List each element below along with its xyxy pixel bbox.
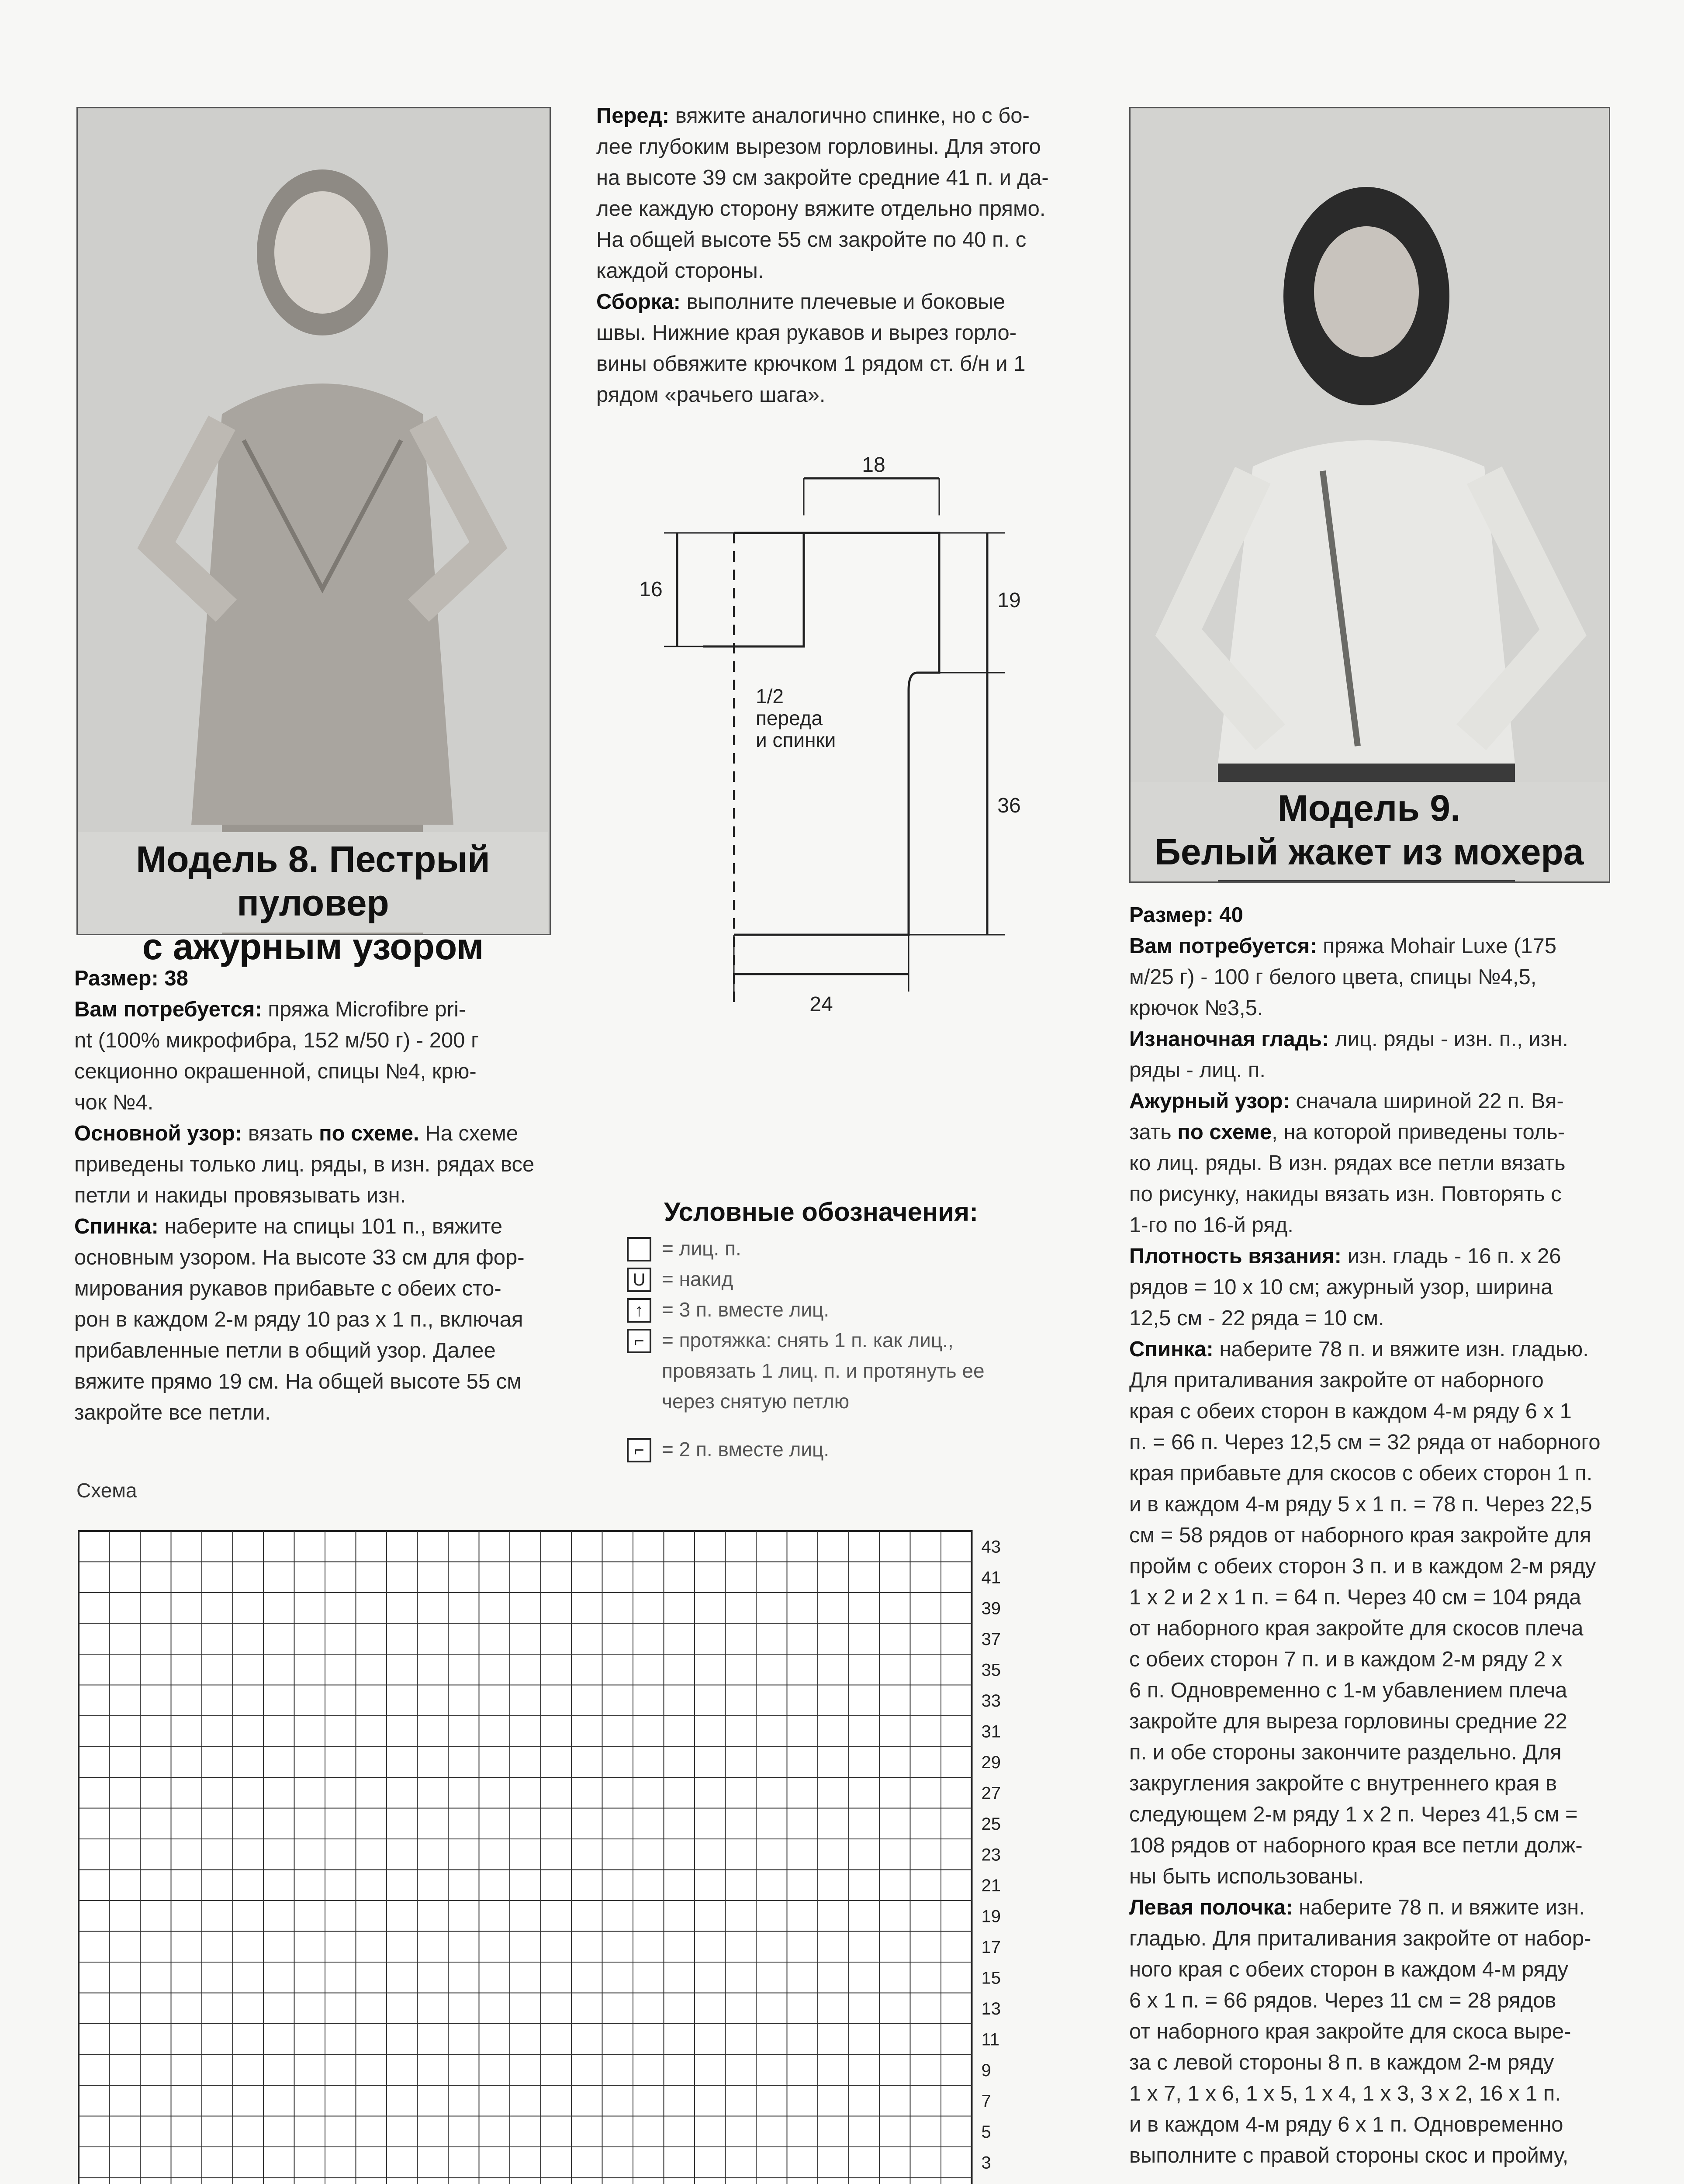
lace-label: Ажурный узор: (1129, 1089, 1290, 1113)
row-label: 17 (981, 1937, 1001, 1957)
dim-bottom-label: 24 (809, 993, 833, 1016)
two-together-icon: ⌐ (627, 1438, 651, 1462)
model8-size-label: Размер: (74, 967, 159, 990)
model9-back-line: см = 58 рядов от наборного края закройте для (1129, 1524, 1591, 1547)
model8-caption (78, 832, 548, 967)
model9-back-label: Спинка: (1129, 1337, 1214, 1361)
model8-back-first: наберите на спицы 101 п., вяжите (158, 1215, 503, 1238)
row-label: 9 (981, 2060, 991, 2080)
model9-back-line: края прибавьте для скосов с обеих сторон 1 п. (1129, 1462, 1593, 1485)
garment-schematic (629, 454, 1022, 1031)
model9-back-line: 108 рядов от наборного края все петли долж- (1129, 1834, 1583, 1857)
density-line: рядов = 10 х 10 см; ажурный узор, ширина (1129, 1275, 1553, 1299)
model9-need-line: пряжа Mohair Luxe (175 (1317, 934, 1557, 958)
model9-back-line: п. = 66 п. Через 12,5 см = 32 ряда от наборного (1129, 1431, 1601, 1454)
model8-size-value: 38 (158, 967, 188, 990)
model8-caption-line2: с ажурным узором (142, 926, 484, 967)
model8-back-line: рон в каждом 2-м ряду 10 раз х 1 п., включая (74, 1308, 523, 1331)
legend-row: через снятую петлю (662, 1390, 850, 1413)
model9-back-line: п. и обе стороны закончите раздельно. Для (1129, 1741, 1562, 1764)
schematic-label-fraction: 1/2 (756, 685, 784, 708)
model8-need-label: Вам потребуется: (74, 998, 262, 1021)
front-line: каждой стороны. (596, 259, 764, 283)
assembly-line: рядом «рачьего шага». (596, 383, 826, 407)
row-label: 31 (981, 1722, 1001, 1742)
row-label: 33 (981, 1691, 1001, 1711)
model9-back-line: 1 х 2 и 2 х 1 п. = 64 п. Через 40 см = 104 ряда (1129, 1586, 1581, 1609)
model8-main-label: Основной узор: (74, 1122, 242, 1145)
front-first: вяжите аналогично спинке, но с бо- (669, 104, 1030, 128)
row-label: 3 (981, 2153, 991, 2173)
dim-right-upper-label: 19 (997, 589, 1021, 612)
model8-need-line: nt (100% микрофибра, 152 м/50 г) - 200 г (74, 1029, 479, 1052)
model9-back-line: Для приталивания закройте от наборного (1129, 1368, 1544, 1392)
row-label: 15 (981, 1968, 1001, 1988)
left-front-line: 6 х 1 п. = 66 рядов. Через 11 см = 28 рядов (1129, 1989, 1556, 2012)
dim-right-lower-label: 36 (997, 794, 1021, 817)
knit-stitch-icon (627, 1237, 651, 1261)
schematic-label-line2: переда (756, 707, 823, 729)
front-line: лее глубоким вырезом горловины. Для этого (596, 135, 1041, 159)
row-label: 19 (981, 1907, 1001, 1926)
model9-back-line: и в каждом 4-м ряду 5 х 1 п. = 78 п. Через 22,5 (1129, 1493, 1592, 1516)
row-label: 11 (981, 2030, 1000, 2049)
model9-back-line: 6 п. Одновременно с 1-м убавлением плеча (1129, 1679, 1567, 1702)
model8-main-rest: На схеме (419, 1122, 519, 1145)
row-label: 43 (981, 1537, 1001, 1557)
left-front-line: гладью. Для приталивания закройте от набор- (1129, 1927, 1591, 1950)
slip-pass-icon: ⌐ (627, 1329, 651, 1353)
model8-back-line: закройте все петли. (74, 1401, 271, 1424)
model8-back-line: вяжите прямо 19 см. На общей высоте 55 см (74, 1370, 522, 1393)
model9-caption-line1: Модель 9. (1277, 788, 1461, 829)
row-label: 35 (981, 1660, 1001, 1680)
neck-outline (703, 533, 804, 646)
lace-bold: по схеме (1177, 1120, 1272, 1144)
row-label: 41 (981, 1568, 1001, 1587)
left-front-line: 1 х 7, 1 х 6, 1 х 5, 1 х 4, 1 х 3, 3 х 2, 16 х 1 п. (1129, 2082, 1561, 2105)
density-line: 12,5 см - 22 ряда = 10 см. (1129, 1306, 1384, 1330)
model9-back-line: от наборного края закройте для скосов плеча (1129, 1617, 1584, 1640)
front-line: лее каждую сторону вяжите отдельно прямо. (596, 197, 1046, 221)
model9-back-line: с обеих сторон 7 п. и в каждом 2-м ряду 2 х (1129, 1648, 1563, 1671)
front-line: На общей высоте 55 см закройте по 40 п. с (596, 228, 1027, 252)
assembly-label: Сборка: (596, 290, 681, 314)
left-front-line: ного края с обеих сторон в каждом 4-м ряду (1129, 1958, 1569, 1981)
model8-main-line: приведены только лиц. ряды, в изн. рядах все (74, 1153, 535, 1176)
model9-back-line: следующем 2-м ряду 1 х 2 п. Через 41,5 см = (1129, 1803, 1578, 1826)
assembly-line: швы. Нижние края рукавов и вырез горло- (596, 321, 1017, 345)
model8-back-label: Спинка: (74, 1215, 159, 1238)
left-front-line: и в каждом 4-м ряду 6 х 1 п. Одновременно (1129, 2113, 1563, 2136)
legend-row: = накид (662, 1268, 733, 1290)
model9-back-line: закройте для выреза горловины средние 22 (1129, 1710, 1567, 1733)
legend (620, 1197, 1110, 1468)
model8-need-line: пряжа Microfibre pri- (268, 998, 466, 1021)
row-label: 13 (981, 1999, 1001, 2018)
yarn-over-icon: U (627, 1268, 651, 1292)
model8-photo-illustration (78, 108, 550, 934)
model9-back-line: ны быть использованы. (1129, 1865, 1364, 1888)
model9-text (1129, 900, 1632, 2171)
model8-photo (76, 107, 551, 935)
knitting-chart-grid (79, 1531, 1001, 2184)
purl-first: лиц. ряды - изн. п., изн. (1329, 1027, 1568, 1051)
left-front-line: за с левой стороны 8 п. в каждом 2-м ряду (1129, 2051, 1554, 2074)
lace-bold-prefix: зать (1129, 1120, 1178, 1144)
model8-need-line: секционно окрашенной, спицы №4, крю- (74, 1060, 477, 1083)
model8-main-mid: вязать (242, 1122, 319, 1145)
model9-caption (1131, 782, 1608, 880)
model8-caption-line1: Модель 8. Пестрый пуловер (136, 839, 490, 923)
model9-photo (1129, 107, 1610, 883)
row-label: 21 (981, 1876, 1001, 1895)
lace-line: ко лиц. ряды. В изн. рядах все петли вязать (1129, 1151, 1566, 1175)
model9-size-label: Размер: (1129, 903, 1214, 927)
model8-need-line: чок №4. (74, 1091, 154, 1114)
model8-back-line: мирования рукавов прибавьте с обеих сто- (74, 1277, 501, 1300)
middle-text (596, 100, 1099, 411)
left-front-line: выполните с правой стороны скос и пройму, (1129, 2144, 1569, 2167)
legend-row: провязать 1 лиц. п. и протянуть ее (662, 1359, 985, 1382)
assembly-line: вины обвяжите крючком 1 рядом ст. б/н и 1 (596, 352, 1026, 376)
model8-text (74, 963, 568, 1428)
three-together-icon: ↑ (627, 1298, 651, 1323)
model9-need-line: м/25 г) - 100 г белого цвета, спицы №4,5, (1129, 965, 1537, 989)
model8-back-line: прибавленные петли в общий узор. Далее (74, 1339, 496, 1362)
dim-left-label: 16 (639, 578, 663, 601)
lace-line: по рисунку, накиды вязать изн. Повторять с (1129, 1182, 1562, 1206)
purl-label: Изнаночная гладь: (1129, 1027, 1329, 1051)
model8-main-line: петли и накиды провязывать изн. (74, 1184, 406, 1207)
legend-row: = протяжка: снять 1 п. как лиц., (662, 1329, 954, 1351)
row-label: 39 (981, 1599, 1001, 1618)
row-label: 5 (981, 2122, 991, 2142)
lace-second-rest: , на которой приведены толь- (1272, 1120, 1565, 1144)
row-label: 37 (981, 1629, 1001, 1649)
lace-first: сначала шириной 22 п. Вя- (1290, 1089, 1564, 1113)
model9-photo-illustration (1131, 108, 1609, 881)
model8-main-bold: по схеме. (319, 1122, 419, 1145)
model9-back-first: наберите 78 п. и вяжите изн. гладью. (1213, 1337, 1589, 1361)
front-line: на высоте 39 см закройте средние 41 п. и да- (596, 166, 1049, 190)
front-label: Перед: (596, 104, 670, 128)
purl-line: ряды - лиц. п. (1129, 1058, 1266, 1082)
density-first: изн. гладь - 16 п. х 26 (1341, 1244, 1561, 1268)
left-front-label: Левая полочка: (1129, 1896, 1293, 1919)
model8-back-line: основным узором. На высоте 33 см для фор- (74, 1246, 525, 1269)
row-label: 25 (981, 1814, 1001, 1834)
model9-back-line: пройм с обеих сторон 3 п. и в каждом 2-м ряду (1129, 1555, 1596, 1578)
scheme-label: Схема (76, 1479, 137, 1502)
row-label: 29 (981, 1752, 1001, 1772)
left-front-first: наберите 78 п. и вяжите изн. (1293, 1896, 1585, 1919)
model9-need-label: Вам потребуется: (1129, 934, 1317, 958)
dim-top-label: 18 (862, 453, 885, 477)
row-label: 27 (981, 1783, 1001, 1803)
left-front-line: от наборного края закройте для скоса выре- (1129, 2020, 1571, 2043)
knitting-chart (79, 1531, 1001, 2184)
legend-row: = лиц. п. (662, 1237, 741, 1260)
row-label: 23 (981, 1845, 1001, 1865)
density-label: Плотность вязания: (1129, 1244, 1342, 1268)
legend-row: = 3 п. вместе лиц. (662, 1298, 830, 1321)
model9-need-line: крючок №3,5. (1129, 996, 1263, 1020)
model9-back-line: закругления закройте с внутреннего края в (1129, 1772, 1557, 1795)
chart-frame (79, 1531, 972, 2184)
assembly-first: выполните плечевые и боковые (680, 290, 1006, 314)
model9-size-value: 40 (1213, 903, 1243, 927)
lace-line: 1-го по 16-й ряд. (1129, 1213, 1293, 1237)
model9-back-line: края с обеих сторон в каждом 4-м ряду 6 х 1 (1129, 1400, 1572, 1423)
schematic-label-line3: и спинки (756, 729, 836, 751)
legend-row: = 2 п. вместе лиц. (662, 1438, 830, 1461)
model9-caption-line2: Белый жакет из мохера (1154, 831, 1584, 872)
row-label: 7 (981, 2091, 991, 2111)
legend-title: Условные обозначения: (664, 1197, 979, 1227)
